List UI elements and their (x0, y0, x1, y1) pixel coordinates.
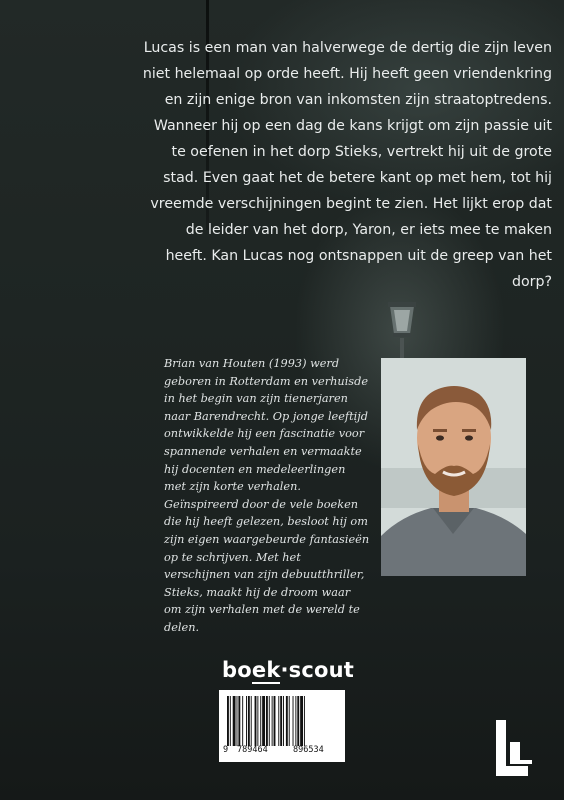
publisher-logo-part3: scout (288, 658, 355, 682)
isbn-number (223, 745, 341, 759)
isbn-group-2: 896534 (293, 745, 324, 755)
street-lamp-icon (384, 300, 420, 340)
isbn-lead-digit: 9 (223, 745, 229, 755)
publisher-logo (222, 658, 354, 682)
author-photo (381, 358, 526, 576)
publisher-logo-part2: ek (251, 658, 281, 682)
isbn-barcode (219, 690, 345, 762)
barcode-bars-icon (225, 696, 339, 746)
author-portrait-icon (381, 358, 526, 576)
publisher-logo-part1: bo (222, 658, 252, 682)
book-blurb: Lucas is een man van halverwege de dertig die zijn leven niet helemaal op orde heeft. Hij heeft geen vriendenkring en zijn enige bron van inkomsten zijn straatoptredens. Wanneer hij op een dag de kans krijgt om zijn passie uit te oefenen in het dorp Stieks, vertrekt hij uit de grote stad. Even gaat het de betere kant op met hem, tot hij vreemde verschijningen begint te zien. Het lijkt erop dat de leider van het dorp, Yaron, er iets mee te maken heeft. Kan Lucas nog ontsnappen uit de greep van het dorp? (142, 40, 552, 290)
publisher-logo-dot: · (280, 658, 289, 682)
publisher-mark-icon (492, 716, 536, 780)
isbn-group-1: 789464 (237, 745, 268, 755)
author-bio: Brian van Houten (1993) werd geboren in Rotterdam en verhuisde in het begin van zijn tienerjaren naar Barendrecht. Op jonge leeftijd ontwikkelde hij een fascinatie voor spannende verhalen en vermaakte hij docenten en medeleerlingen met zijn korte verhalen. Geïnspireerd door de vele boeken die hij heeft gelezen, besloot hij om zijn eigen waargebeurde fantasieën op te schrijven. Met het verschijnen van zijn debuutthriller, Stieks, maakt hij de droom waar om zijn verhalen met de wereld te delen. (164, 357, 370, 634)
